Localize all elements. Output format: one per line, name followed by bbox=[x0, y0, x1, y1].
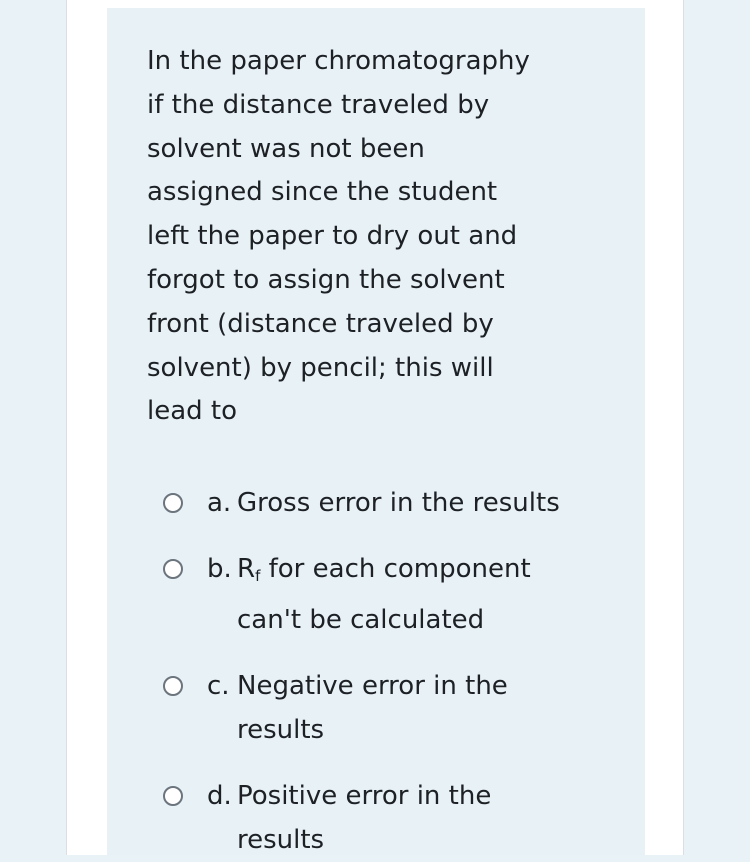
answer-label-continuation: results bbox=[237, 715, 325, 745]
radio-button-b[interactable] bbox=[163, 559, 183, 579]
rf-subscript: f bbox=[255, 567, 261, 585]
answer-option-c[interactable] bbox=[163, 664, 623, 752]
answer-list bbox=[163, 481, 623, 862]
radio-button-c[interactable] bbox=[163, 676, 183, 696]
answer-label: Positive error in the bbox=[237, 781, 492, 811]
answer-letter: c. bbox=[207, 671, 230, 701]
answer-letter: d. bbox=[207, 781, 232, 811]
radio-button-d[interactable] bbox=[163, 786, 183, 806]
answer-letter: b. bbox=[207, 554, 232, 584]
answer-label: Gross error in the results bbox=[237, 488, 560, 518]
rf-symbol: R bbox=[237, 554, 256, 584]
answer-option-b[interactable] bbox=[163, 547, 623, 642]
answer-label: Negative error in the bbox=[237, 671, 508, 701]
question-text: In the paper chromatography if the distance traveled by solvent was not been assigned since the student left the paper to dry out and forgot to assign the solvent front (distance traveled by solvent) by pencil; this will lead to bbox=[147, 46, 530, 427]
answer-label-continuation: can't be calculated bbox=[237, 605, 485, 635]
answer-label-continuation: results bbox=[237, 825, 325, 855]
answer-option-a[interactable] bbox=[163, 481, 623, 525]
answer-option-d[interactable] bbox=[163, 774, 623, 862]
answer-letter: a. bbox=[207, 488, 232, 518]
radio-button-a[interactable] bbox=[163, 493, 183, 513]
page-column bbox=[66, 0, 684, 855]
answer-label: for each component bbox=[260, 554, 531, 584]
question-card bbox=[107, 8, 645, 855]
